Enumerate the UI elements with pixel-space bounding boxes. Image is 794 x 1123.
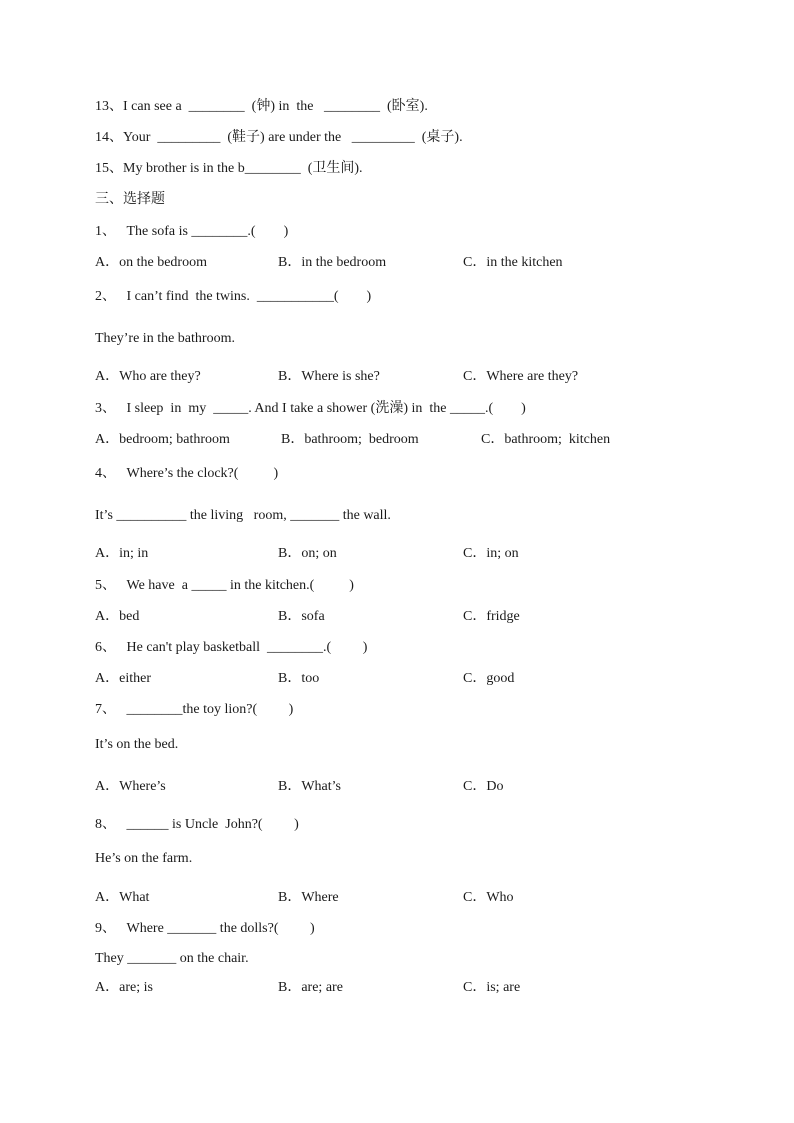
question-3-option-c: C．bathroom; kitchen: [481, 432, 611, 447]
question-5-option-c: C．fridge: [463, 609, 520, 624]
question-8-option-b: B．Where: [278, 890, 339, 905]
question-7-stem: 7、 ________the toy lion?( ): [95, 702, 294, 717]
question-8-context: He’s on the farm.: [95, 851, 193, 866]
section-title: 三、选择题: [95, 192, 165, 207]
question-6-option-b: B．too: [278, 671, 320, 686]
fill-in-15: 15、My brother is in the b________ (卫生间).: [95, 161, 363, 176]
question-5-option-b: B．sofa: [278, 609, 325, 624]
question-8-option-a: A．What: [95, 890, 150, 905]
question-4-option-a: A．in; in: [95, 546, 149, 561]
fill-in-13: 13、I can see a ________ (钟) in the ________ (卧室).: [95, 99, 428, 114]
question-2-option-a: A．Who are they?: [95, 369, 201, 384]
question-3-option-a: A．bedroom; bathroom: [95, 432, 230, 447]
question-7-option-a: A．Where’s: [95, 779, 166, 794]
question-7-option-b: B．What’s: [278, 779, 341, 794]
question-1-stem: 1、 The sofa is ________.( ): [95, 224, 289, 239]
question-4-stem: 4、 Where’s the clock?( ): [95, 466, 279, 481]
question-9-option-b: B．are; are: [278, 980, 343, 995]
question-9-option-a: A．are; is: [95, 980, 153, 995]
question-2-stem: 2、 I can’t find the twins. ___________( ): [95, 289, 372, 304]
question-9-stem: 9、 Where _______ the dolls?( ): [95, 921, 315, 936]
question-7-option-c: C．Do: [463, 779, 504, 794]
question-8-stem: 8、 ______ is Uncle John?( ): [95, 817, 299, 832]
question-9-context: They _______ on the chair.: [95, 951, 249, 966]
question-6-stem: 6、 He can't play basketball ________.( ): [95, 640, 368, 655]
question-1-option-b: B．in the bedroom: [278, 255, 387, 270]
question-7-context: It’s on the bed.: [95, 737, 179, 752]
question-6-option-c: C．good: [463, 671, 515, 686]
question-3-stem: 3、 I sleep in my _____. And I take a shower (洗澡) in the _____.( ): [95, 401, 526, 416]
question-9-option-c: C．is; are: [463, 980, 521, 995]
question-6-option-a: A．either: [95, 671, 151, 686]
question-4-context: It’s __________ the living room, _______ the wall.: [95, 508, 391, 523]
question-8-option-c: C．Who: [463, 890, 514, 905]
question-5-stem: 5、 We have a _____ in the kitchen.( ): [95, 578, 354, 593]
question-5-option-a: A．bed: [95, 609, 140, 624]
question-2-context: They’re in the bathroom.: [95, 331, 235, 346]
question-2-option-c: C．Where are they?: [463, 369, 579, 384]
question-4-option-c: C．in; on: [463, 546, 519, 561]
question-4-option-b: B．on; on: [278, 546, 337, 561]
question-1-option-a: A．on the bedroom: [95, 255, 207, 270]
question-1-option-c: C．in the kitchen: [463, 255, 563, 270]
question-3-option-b: B．bathroom; bedroom: [281, 432, 419, 447]
fill-in-14: 14、Your _________ (鞋子) are under the _________ (桌子).: [95, 130, 463, 145]
question-2-option-b: B．Where is she?: [278, 369, 380, 384]
